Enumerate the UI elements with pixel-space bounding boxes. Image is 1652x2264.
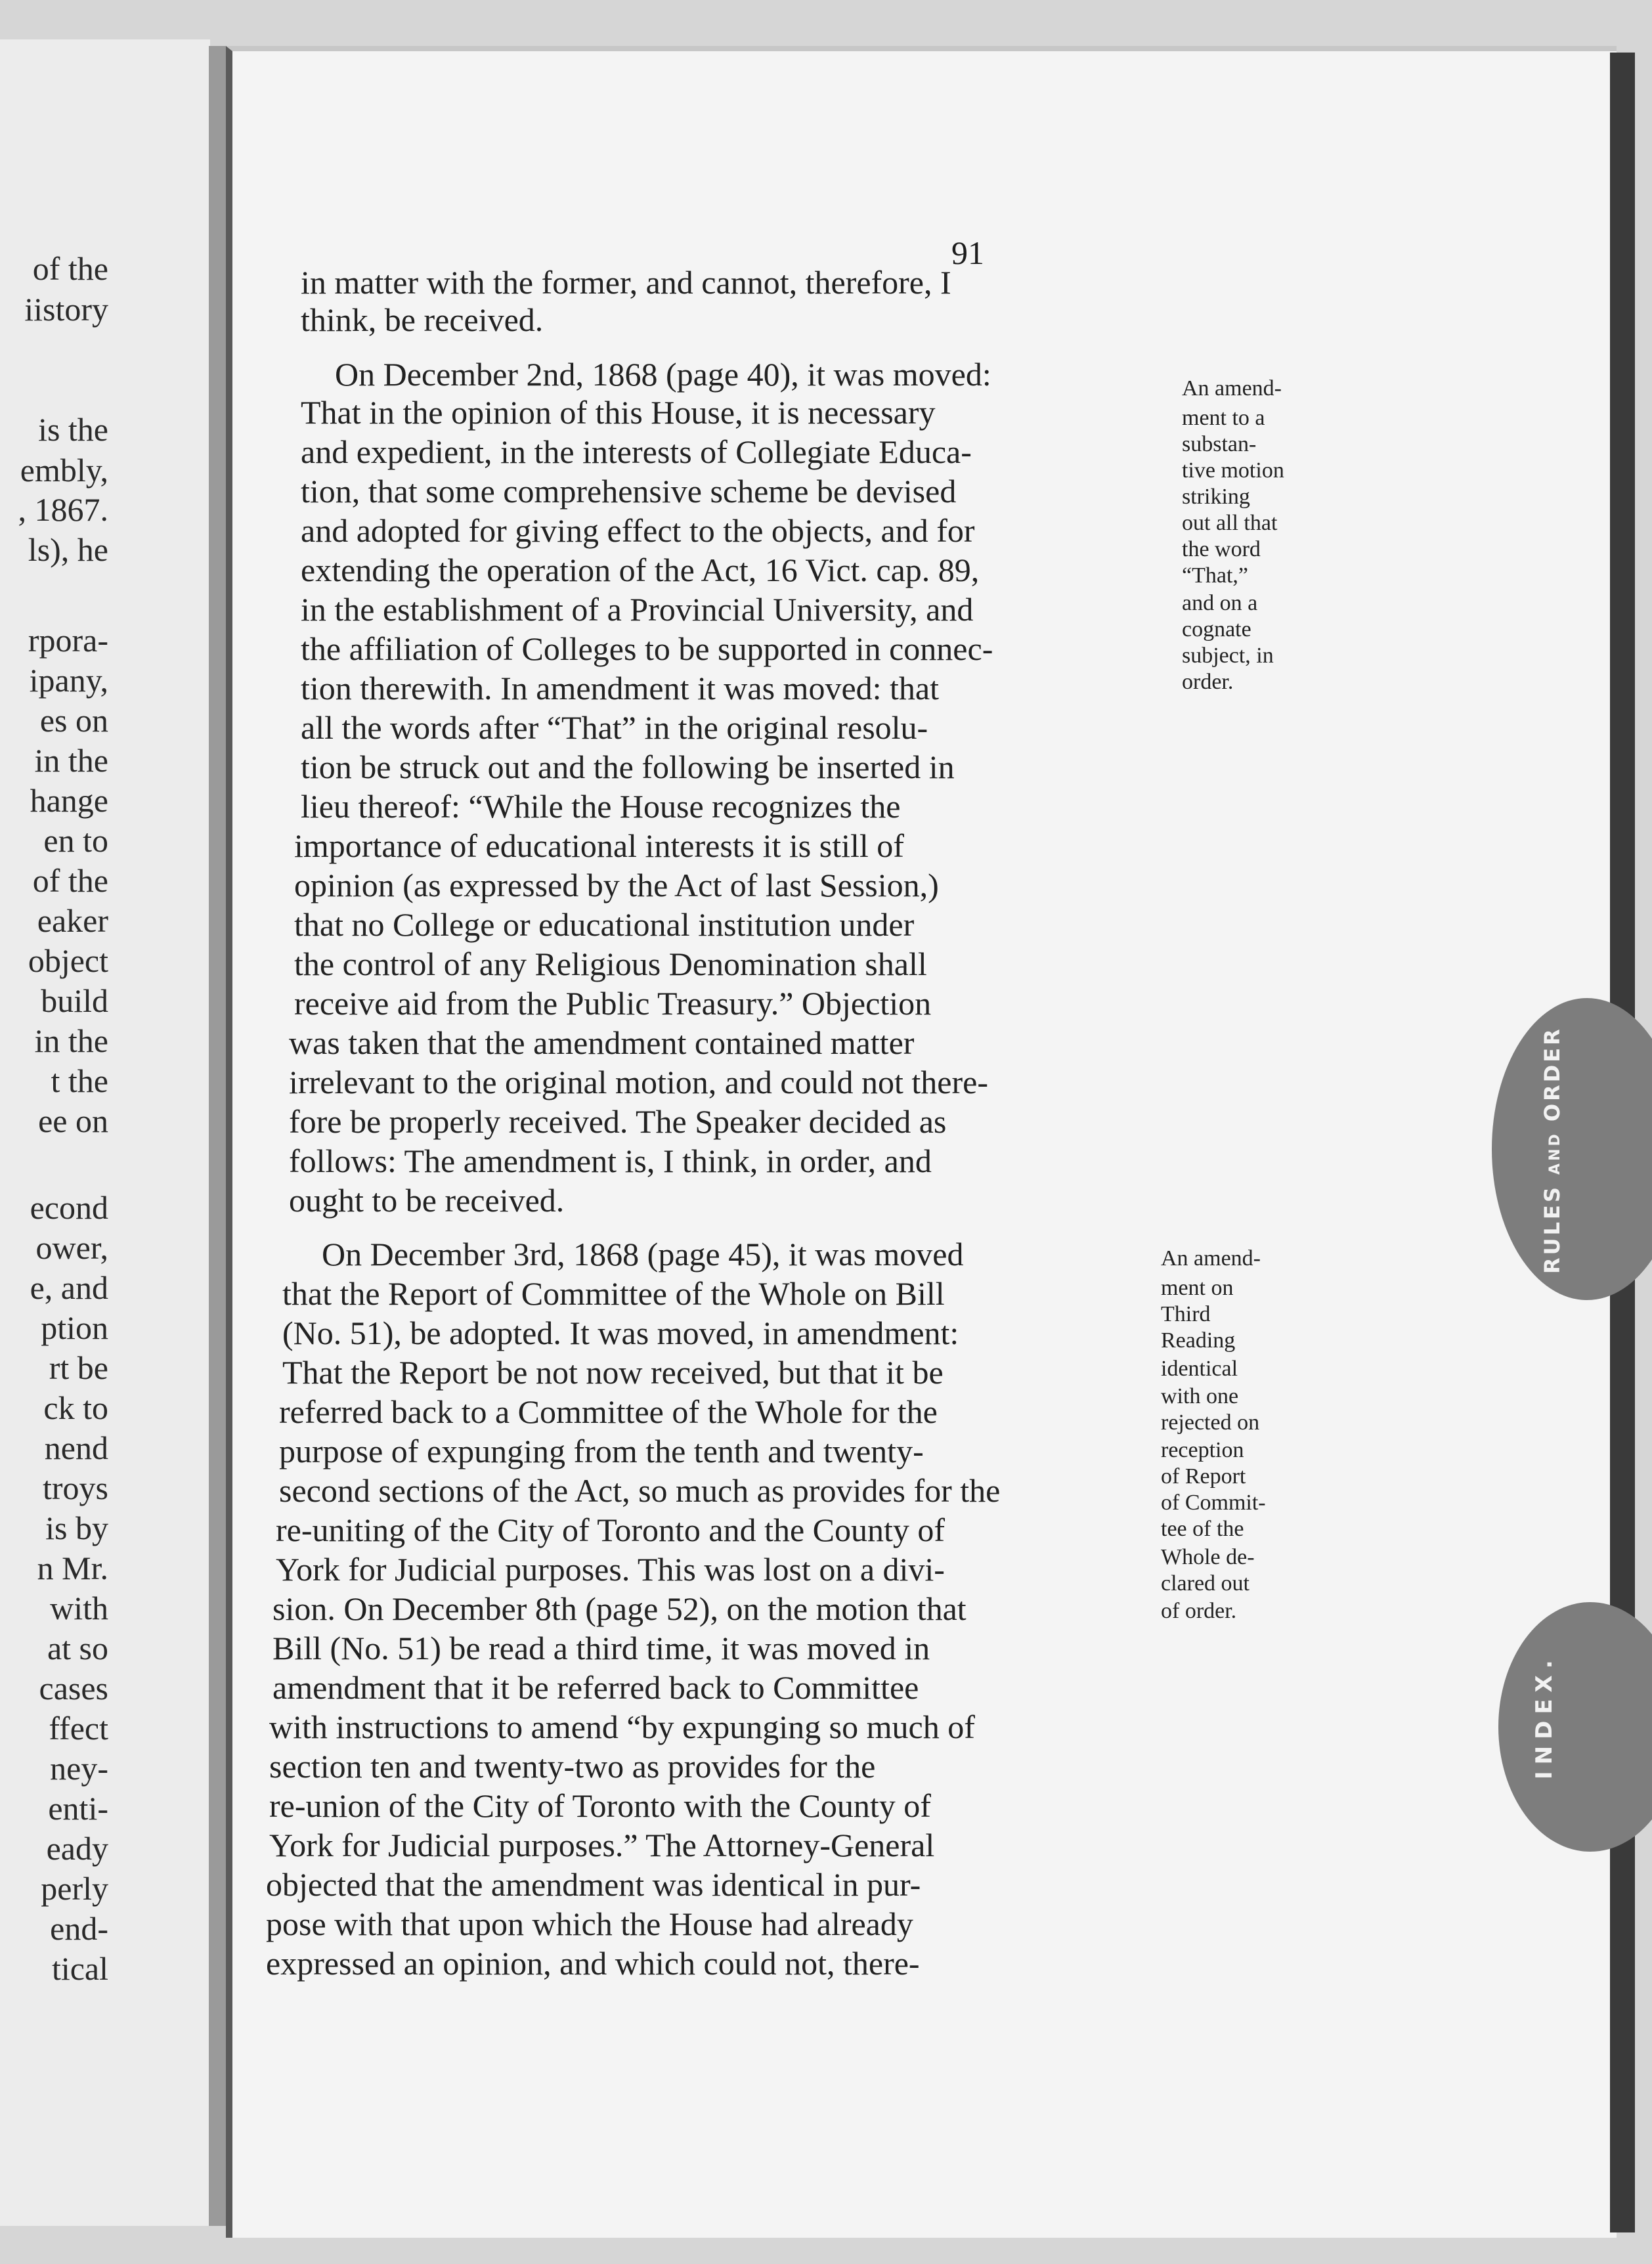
margin-note-line: subject, in [1182, 643, 1274, 668]
body-text-line: extending the operation of the Act, 16 Vict. cap. 89, [301, 552, 980, 588]
margin-note-line: Reading [1161, 1328, 1236, 1353]
facing-page-line: build [41, 982, 108, 1019]
body-text-line: York for Judicial purposes. This was lost on a divi- [276, 1551, 945, 1588]
margin-note-line: clared out [1161, 1571, 1250, 1596]
body-text-line: fore be properly received. The Speaker decided as [289, 1103, 947, 1140]
facing-page-line: of the [32, 250, 108, 287]
body-text-line: the affiliation of Colleges to be supported in connec- [301, 630, 993, 667]
margin-note-line: and on a [1182, 591, 1258, 615]
facing-page-line: in the [34, 1022, 108, 1059]
margin-note-line: the word [1182, 537, 1261, 561]
facing-page-line: ower, [35, 1229, 108, 1266]
body-text-line: re-uniting of the City of Toronto and the County of [276, 1512, 946, 1548]
margin-note-line: ment on [1161, 1276, 1234, 1300]
margin-note-line: Whole de- [1161, 1545, 1255, 1569]
facing-page-line: ffect [49, 1710, 108, 1747]
facing-page-line: perly [41, 1870, 108, 1907]
margin-note-line: of Report [1161, 1464, 1246, 1489]
facing-page-line: enti- [48, 1790, 108, 1827]
facing-page-line: eady [46, 1830, 108, 1867]
body-text-line: opinion (as expressed by the Act of last Session,) [294, 867, 939, 903]
body-text-line: tion be struck out and the following be inserted in [301, 749, 955, 785]
facing-page-line: embly, [20, 452, 108, 489]
facing-page-line: cases [39, 1670, 108, 1707]
body-text-line: importance of educational interests it is still of [294, 827, 904, 864]
facing-page-line: ls), he [28, 531, 108, 568]
margin-note-line: Third [1161, 1302, 1211, 1326]
facing-page-line: econd [30, 1189, 108, 1226]
margin-note-line: An amend- [1182, 376, 1282, 401]
body-text-line: Bill (No. 51) be read a third time, it was moved in [272, 1630, 930, 1666]
facing-page-line: n Mr. [37, 1550, 108, 1586]
body-text-line: purpose of expunging from the tenth and twenty- [279, 1433, 924, 1469]
body-text-line: On December 3rd, 1868 (page 45), it was moved [322, 1236, 964, 1273]
facing-page-line: eaker [37, 902, 108, 939]
margin-note-line: order. [1182, 670, 1234, 694]
facing-page-line: end- [50, 1910, 108, 1947]
facing-page-line: ption [41, 1309, 108, 1346]
body-text-line: was taken that the amendment contained matter [289, 1024, 915, 1061]
margin-note-line: An amend- [1161, 1246, 1261, 1271]
body-text-line: York for Judicial purposes.” The Attorney-General [269, 1827, 935, 1863]
body-text-line: amendment that it be referred back to Committee [272, 1669, 919, 1706]
facing-page-line: at so [47, 1630, 108, 1666]
body-text-line: receive aid from the Public Treasury.” Objection [294, 985, 932, 1022]
body-text-line: referred back to a Committee of the Whole for the [279, 1393, 938, 1430]
facing-page-line: in the [34, 742, 108, 779]
margin-note-line: tive motion [1182, 458, 1284, 483]
body-text-line: That the Report be not now received, but that it be [282, 1354, 944, 1391]
body-text-line: in matter with the former, and cannot, therefore, I [301, 264, 951, 301]
margin-note-line: cognate [1182, 617, 1251, 642]
margin-note-line: ment to a [1182, 406, 1265, 430]
body-text-line: with instructions to amend “by expunging so much of [269, 1709, 975, 1745]
body-text-line: think, be received. [301, 301, 544, 338]
facing-page-line: iistory [24, 291, 108, 328]
facing-page-line: ee on [38, 1102, 108, 1139]
facing-page-line: hange [30, 782, 108, 819]
facing-page-line: is the [38, 411, 108, 448]
body-text-line: and expedient, in the interests of Collegiate Educa- [301, 433, 972, 470]
facing-page-line: rt be [49, 1349, 108, 1386]
margin-note-line: reception [1161, 1438, 1244, 1462]
body-text-line: tion, that some comprehensive scheme be devised [301, 473, 957, 510]
body-text-line: the control of any Religious Denomination shall [294, 946, 927, 982]
facing-page-line: t the [51, 1062, 108, 1099]
facing-page-line: , 1867. [18, 491, 108, 528]
body-text-line: lieu thereof: “While the House recognizes the [301, 788, 901, 825]
body-text-line: second sections of the Act, so much as provides for the [279, 1472, 1001, 1509]
facing-page-line: nend [44, 1429, 108, 1466]
body-text-line: and adopted for giving effect to the objects, and for [301, 512, 975, 549]
body-text-line: ought to be received. [289, 1182, 565, 1219]
facing-page-line: en to [43, 822, 108, 859]
margin-note-line: “That,” [1182, 563, 1248, 588]
body-text-line: expressed an opinion, and which could not, there- [266, 1945, 920, 1982]
facing-page-line: tical [51, 1950, 108, 1987]
body-text-line: irrelevant to the original motion, and could not there- [289, 1064, 988, 1100]
facing-page-line: e, and [30, 1269, 108, 1306]
margin-note-line: with one [1161, 1384, 1239, 1408]
tab-rules-label: RULES AND ORDER [1540, 1026, 1565, 1274]
facing-page-line: rpora- [28, 622, 108, 659]
page-number: 91 [951, 234, 984, 271]
margin-note-line: of Commit- [1161, 1491, 1266, 1515]
body-text-line: all the words after “That” in the original resolu- [301, 709, 928, 746]
facing-page-line: is by [45, 1510, 108, 1546]
facing-page-line: troys [43, 1469, 108, 1506]
facing-page-line: ipany, [29, 662, 108, 699]
facing-page-line: ck to [43, 1389, 108, 1426]
body-text-line: (No. 51), be adopted. It was moved, in amendment: [282, 1315, 959, 1351]
body-text-line: On December 2nd, 1868 (page 40), it was moved: [335, 356, 991, 393]
body-text-line: pose with that upon which the House had already [266, 1905, 913, 1942]
margin-note-line: tee of the [1161, 1517, 1244, 1541]
margin-note-line: identical [1161, 1357, 1238, 1381]
tab-index-label: INDEX. [1531, 1653, 1557, 1779]
facing-page-line: of the [32, 862, 108, 899]
margin-note-line: of order. [1161, 1599, 1237, 1623]
margin-note-line: out all that [1182, 511, 1278, 535]
book-spine [209, 46, 226, 2226]
body-text-line: That in the opinion of this House, it is necessary [301, 394, 936, 431]
body-text-line: section ten and twenty-two as provides for the [269, 1748, 876, 1785]
facing-page-line: with [50, 1590, 108, 1626]
body-text-line: tion therewith. In amendment it was moved: that [301, 670, 939, 707]
facing-page-line: object [28, 942, 108, 979]
margin-note-line: rejected on [1161, 1410, 1260, 1435]
body-text-line: that no College or educational institution under [294, 906, 915, 943]
facing-page-line: ney- [50, 1750, 108, 1787]
body-text-line: objected that the amendment was identical in pur- [266, 1866, 921, 1903]
body-text-line: in the establishment of a Provincial University, and [301, 591, 974, 628]
body-text-line: follows: The amendment is, I think, in order, and [289, 1143, 932, 1179]
margin-note-line: striking [1182, 485, 1250, 509]
body-text-line: re-union of the City of Toronto with the County of [269, 1787, 931, 1824]
facing-page-line: es on [39, 702, 108, 739]
book-page [226, 46, 1617, 2238]
body-text-line: sion. On December 8th (page 52), on the motion that [272, 1590, 967, 1627]
margin-note-line: substan- [1182, 432, 1257, 456]
body-text-line: that the Report of Committee of the Whole on Bill [282, 1275, 945, 1312]
